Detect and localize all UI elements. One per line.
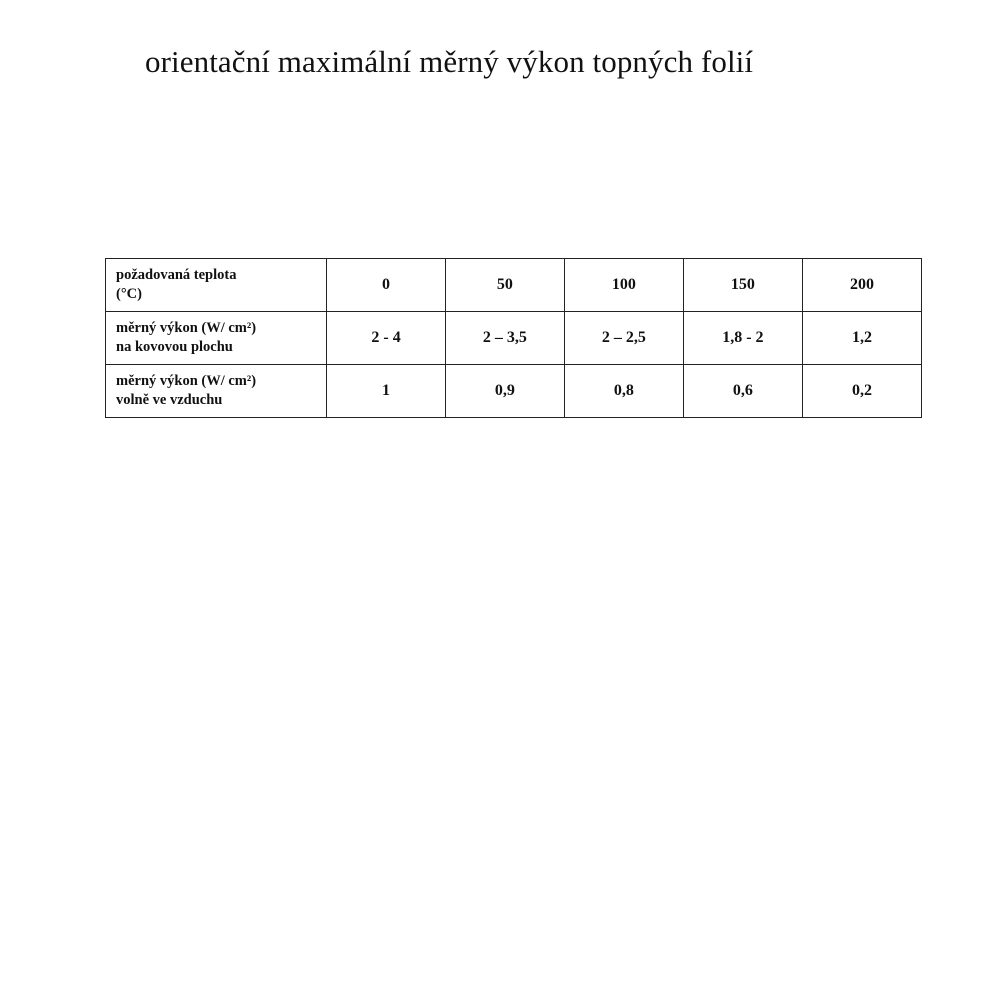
- row-header-line: požadovaná teplota: [116, 267, 237, 283]
- table-cell: 100: [564, 259, 683, 312]
- row-header-line: volně ve vzduchu: [116, 392, 223, 408]
- table-row-free-air: [106, 365, 922, 418]
- table-cell: 0,6: [683, 365, 802, 418]
- table-cell: 0,8: [564, 365, 683, 418]
- table-cell: 0: [327, 259, 446, 312]
- power-table: [105, 258, 922, 418]
- document-title: orientační maximální měrný výkon topných folií: [145, 44, 754, 79]
- table-cell: 200: [802, 259, 921, 312]
- row-header-free-air: [106, 365, 327, 418]
- table-cell: 2 – 2,5: [564, 312, 683, 365]
- table-row-temperature: [106, 259, 922, 312]
- row-header-temperature: [106, 259, 327, 312]
- table-row-metal-surface: [106, 312, 922, 365]
- table-cell: 2 – 3,5: [445, 312, 564, 365]
- table-cell: 0,2: [802, 365, 921, 418]
- row-header-metal-surface: [106, 312, 327, 365]
- table-cell: 50: [445, 259, 564, 312]
- row-header-line: (°C): [116, 286, 142, 302]
- table-cell: 1,8 - 2: [683, 312, 802, 365]
- table-cell: 150: [683, 259, 802, 312]
- row-header-line: měrný výkon (W/ cm²): [116, 373, 257, 389]
- row-header-line: měrný výkon (W/ cm²): [116, 320, 257, 336]
- table-cell: 0,9: [445, 365, 564, 418]
- table-cell: 1,2: [802, 312, 921, 365]
- row-header-line: na kovovou plochu: [116, 339, 233, 355]
- table-cell: 2 - 4: [327, 312, 446, 365]
- table-cell: 1: [327, 365, 446, 418]
